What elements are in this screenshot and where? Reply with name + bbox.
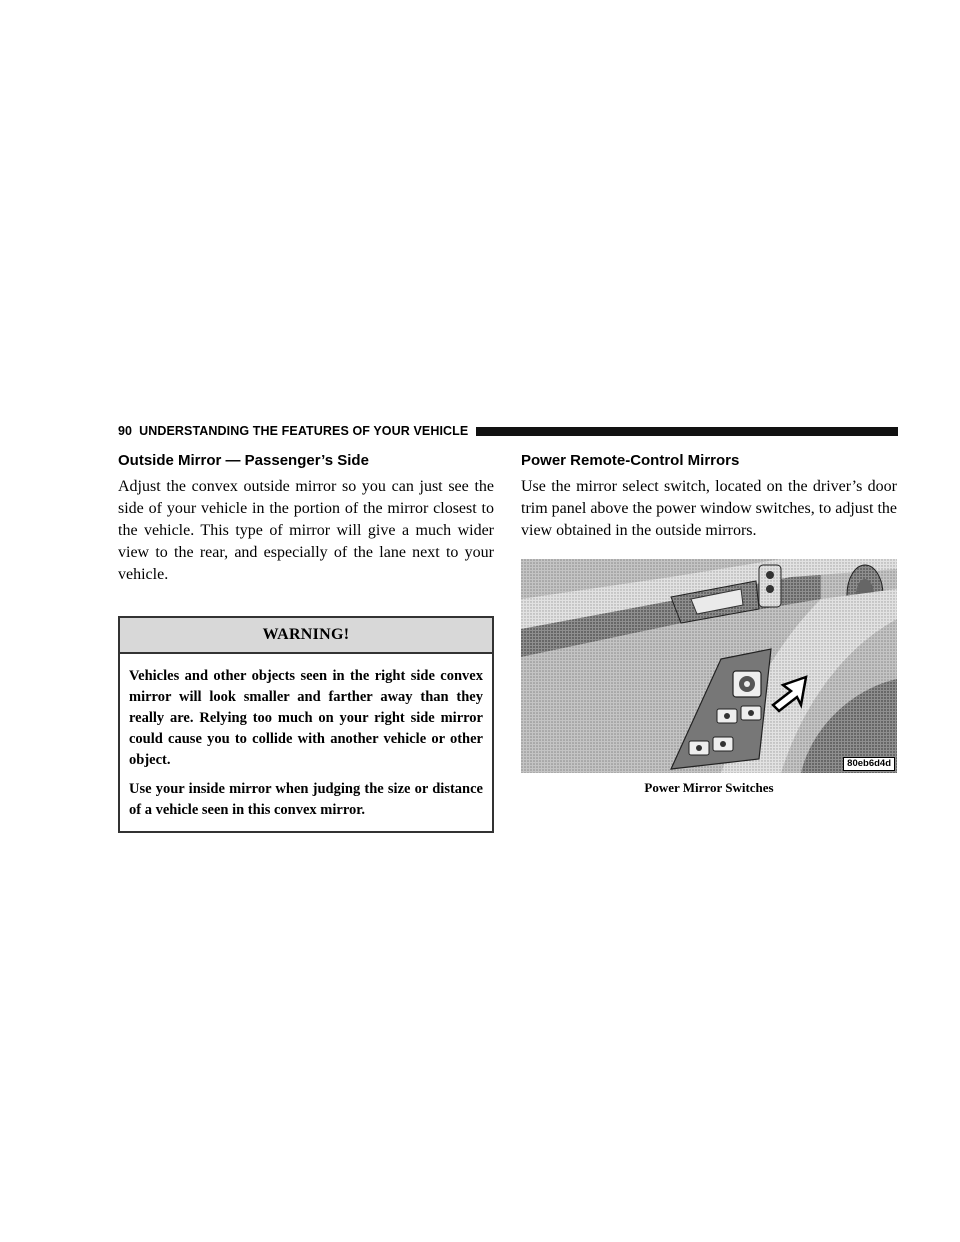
- warning-body: [120, 654, 492, 831]
- figure-code: 80eb6d4d: [843, 757, 895, 771]
- page-number: 90: [118, 424, 133, 438]
- left-column: [118, 451, 494, 833]
- passenger-mirror-paragraph: Adjust the convex outside mirror so you can just see the side of your vehicle in the portion of the mirror closest to the vehicle. This type of mirror will give a much wider view to the rear, and especially of the lane next to your vehicle.: [118, 478, 494, 583]
- section-heading-power-mirrors: Power Remote-Control Mirrors: [521, 452, 740, 469]
- warning-title: WARNING!: [120, 618, 492, 654]
- power-mirrors-paragraph: Use the mirror select switch, located on the driver’s door trim panel above the power window switches, to adjust the view obtained in the outside mirrors.: [521, 478, 897, 539]
- header-rule: [476, 427, 898, 436]
- door-panel-drawing: [521, 559, 897, 773]
- warning-box: [118, 616, 494, 833]
- warning-paragraph: Vehicles and other objects seen in the right side convex mirror will look smaller and farther away than they really are. Relying too much on your right side mirror could cause you to collide with another vehicle or other object.: [129, 668, 483, 768]
- figure-caption: Power Mirror Switches: [644, 780, 774, 795]
- warning-paragraph: Use your inside mirror when judging the size or distance of a vehicle seen in this convex mirror.: [129, 781, 483, 818]
- section-title: UNDERSTANDING THE FEATURES OF YOUR VEHICLE: [139, 424, 469, 438]
- right-column: [521, 451, 897, 796]
- page-header: [118, 420, 898, 442]
- section-heading-passenger-mirror: Outside Mirror — Passenger’s Side: [118, 452, 369, 469]
- power-mirror-switches-illustration: [521, 559, 897, 773]
